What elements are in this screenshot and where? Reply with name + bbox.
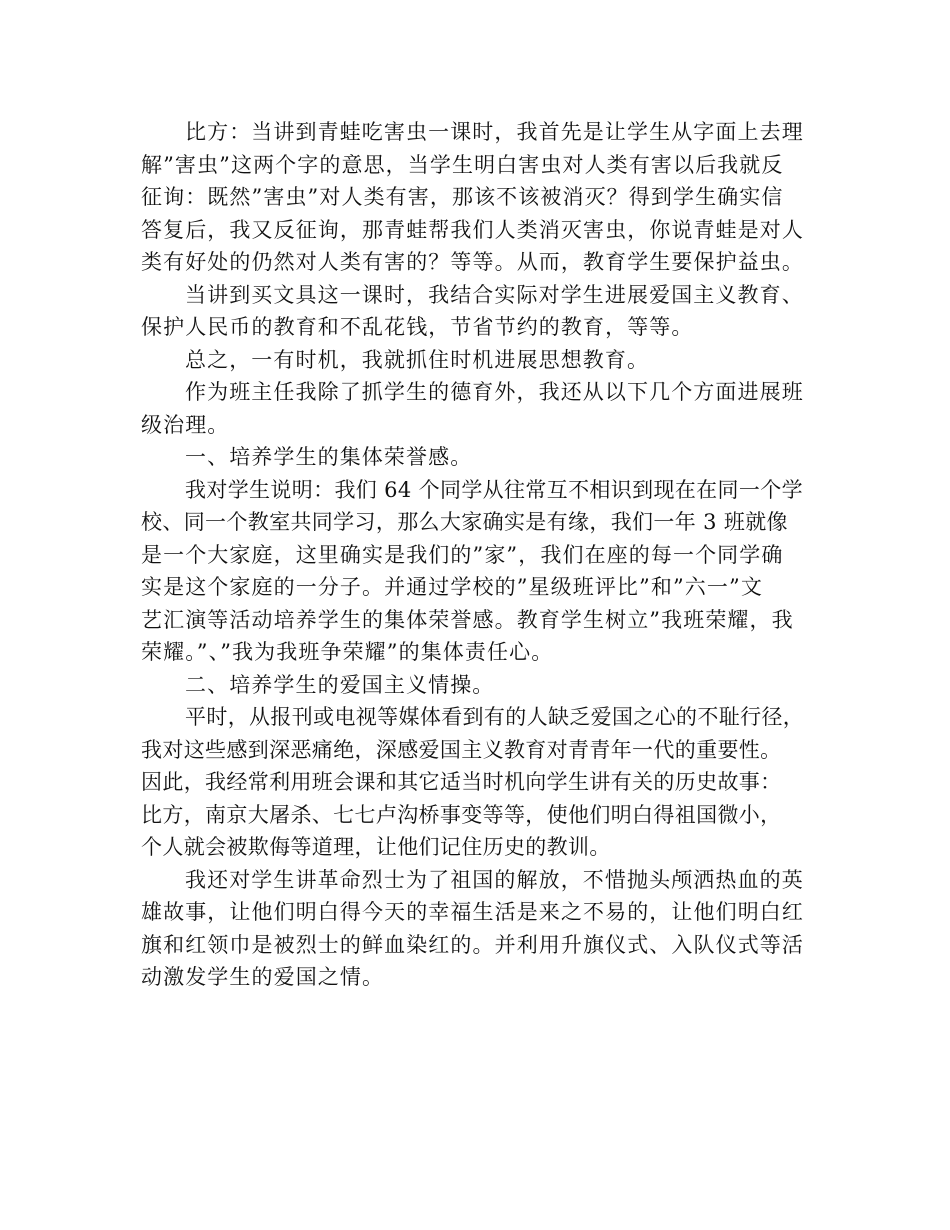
text-line: 征询：既然”害虫”对人类有害，那该不该被消灭？得到学生确实信 [141, 185, 784, 209]
text-line: 个人就会被欺侮等道理，让他们记住历史的教训。 [141, 835, 611, 859]
paragraph-stationery-lesson [141, 279, 811, 344]
text-line: 答复后，我又反征询，那青蛙帮我们人类消灭害虫，你说青蛙是对人 [141, 217, 804, 242]
text-line: 雄故事，让他们明白得今天的幸福生活是来之不易的，让他们明白红 [141, 900, 804, 924]
text-line: 艺汇演等活动培养学生的集体荣誉感。教育学生树立”我班荣耀，我 [141, 607, 794, 632]
section-heading: 一、培养学生的集体荣誉感。 [185, 445, 473, 469]
text-line: 是一个大家庭，这里确实是我们的”家”，我们在座的每一个同学确 [141, 542, 784, 567]
paragraph-revolutionary-heroes [141, 864, 811, 994]
text-line: 保护人民币的教育和不乱花钱，节省节约的教育，等等。 [141, 315, 694, 339]
text-line: 平时，从报刊或电视等媒体看到有的人缺乏爱国之心的不耻行径， [185, 705, 805, 729]
text-line: 类有好处的仍然对人类有害的？等等。从而，教育学生要保护益虫。 [141, 250, 804, 274]
text-line: 解”害虫”这两个字的意思，当学生明白害虫对人类有害以后我就反 [141, 152, 784, 177]
text-line: 旗和红领巾是被烈士的鲜血染红的。并利用升旗仪式、入队仪式等活 [141, 932, 804, 957]
text-line: 实是这个家庭的一分子。并通过学校的”星级班评比”和”六一”文 [141, 575, 763, 599]
text-line: 因此，我经常利用班会课和其它适当时机向学生讲有关的历史故事： [141, 770, 782, 794]
paragraph-patriotism-history [141, 701, 811, 864]
document-body [141, 116, 811, 994]
text-line: 总之，一有时机，我就抓住时机进展思想教育。 [185, 347, 650, 372]
paragraph-collective-honor [141, 474, 811, 669]
paragraph-summary [141, 344, 811, 377]
text-line: 荣耀。”、”我为我班争荣耀”的集体责任心。 [141, 640, 554, 664]
section-heading-collective-honor [141, 441, 811, 474]
section-heading-patriotism [141, 669, 811, 702]
paragraph-class-management [141, 376, 811, 441]
text-line: 我对这些感到深恶痛绝，深感爱国主义教育对青青年一代的重要性。 [141, 737, 782, 762]
text-line: 作为班主任我除了抓学生的德育外，我还从以下几个方面进展班 [185, 380, 804, 404]
text-line: 比方，南京大屠杀、七七卢沟桥事变等等，使他们明白得祖国微小， [141, 802, 782, 827]
text-line: 动激发学生的爱国之情。 [141, 965, 385, 989]
text-line: 当讲到买文具这一课时，我结合实际对学生进展爱国主义教育、 [185, 282, 804, 307]
text-line: 校、同一个教室共同学习，那么大家确实是有缘，我们一年 3 班就像 [141, 510, 788, 534]
text-line: 比方：当讲到青蛙吃害虫一课时，我首先是让学生从字面上去理 [185, 120, 804, 144]
section-heading: 二、培养学生的爱国主义情操。 [185, 672, 495, 697]
paragraph-textbook-example [141, 116, 811, 279]
text-line: 级治理。 [141, 412, 230, 437]
text-line: 我对学生说明：我们 64 个同学从往常互不相识到现在在同一个学 [185, 477, 803, 502]
text-line: 我还对学生讲革命烈士为了祖国的解放，不惜抛头颅洒热血的英 [185, 867, 804, 892]
